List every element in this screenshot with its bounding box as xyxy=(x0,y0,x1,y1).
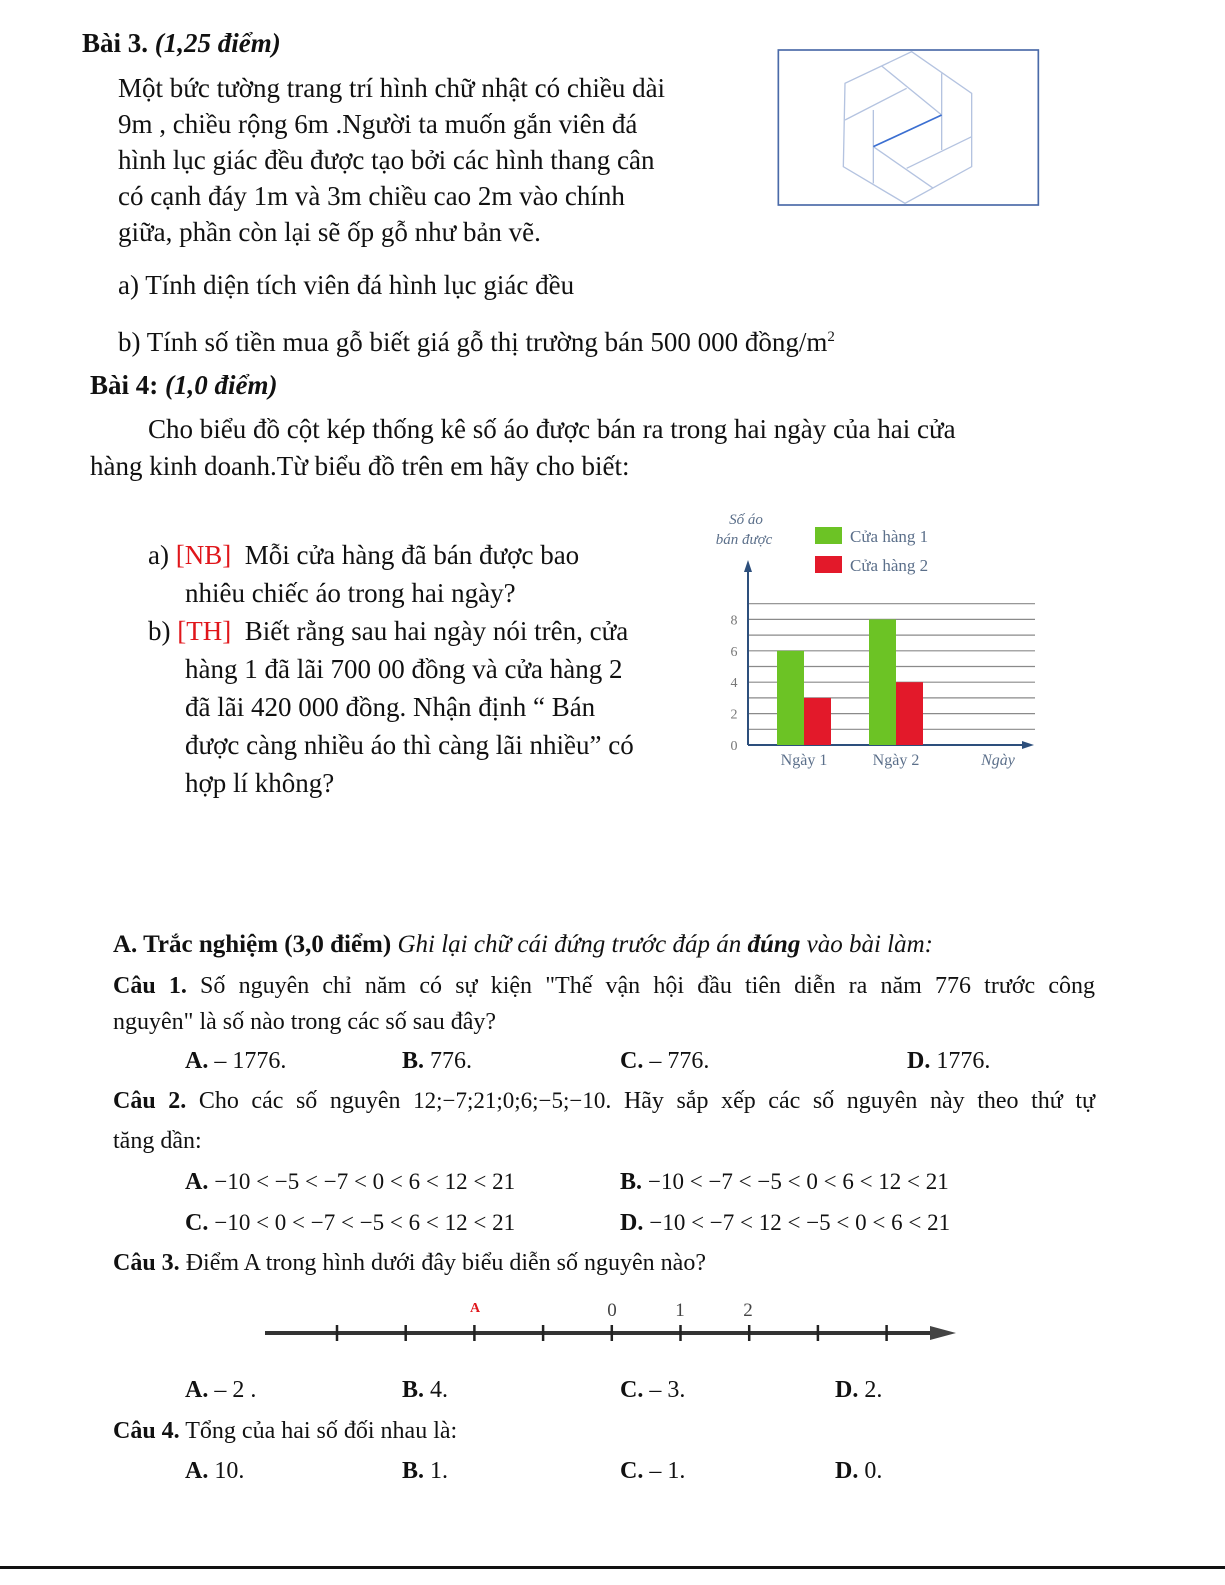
bai3-line: Một bức tường trang trí hình chữ nhật có chiều dài xyxy=(118,73,666,103)
option-text: – 2 . xyxy=(214,1377,257,1403)
q1-option-c[interactable] xyxy=(620,1046,709,1076)
bai3-line: 9m , chiều rộng 6m .Người ta muốn gắn viên đá xyxy=(118,109,638,139)
q4-line xyxy=(113,1416,457,1446)
text: Mỗi cửa hàng đã bán được bao xyxy=(244,540,580,570)
bai3-line: giữa, phần còn lại sẽ ốp gỗ như bản vẽ. xyxy=(118,217,541,247)
option-letter: B. xyxy=(402,1377,425,1403)
legend-swatch xyxy=(815,527,842,544)
q3-text: Điểm A trong hình dưới đây biểu diễn số nguyên nào? xyxy=(185,1250,706,1276)
option-text: −10 < −7 < 12 < −5 < 0 < 6 < 21 xyxy=(649,1210,951,1235)
option-letter: C. xyxy=(620,1458,644,1484)
level-tag: [NB] xyxy=(175,540,232,570)
q2-option-c[interactable] xyxy=(185,1208,515,1238)
bai3-question-a: a) Tính diện tích viên đá hình lục giác đều xyxy=(118,270,575,300)
q1-text: Số nguyên chỉ năm có sự kiện "Thế vận hội đầu tiên diễn ra năm 776 trước công xyxy=(200,973,1096,999)
q3-option-b[interactable] xyxy=(402,1375,448,1405)
text: Biết rằng sau hai ngày nói trên, cửa xyxy=(244,616,629,646)
mc-heading xyxy=(113,930,933,960)
bai4-line: nhiêu chiếc áo trong hai ngày? xyxy=(185,578,516,608)
bai3-line: hình lục giác đều được tạo bởi các hình thang cân xyxy=(118,145,655,175)
option-text: −10 < −5 < −7 < 0 < 6 < 12 < 21 xyxy=(214,1169,516,1194)
y-tick-label: 0 xyxy=(730,739,738,754)
double-bar-chart xyxy=(700,500,1040,780)
prefix: a) xyxy=(148,540,169,570)
bar-1-2 xyxy=(869,619,896,745)
option-letter: D. xyxy=(620,1210,644,1236)
hexagon-trapezoids xyxy=(843,52,971,204)
bai4-question-b xyxy=(148,616,628,646)
bai3-title: Bài 3. xyxy=(82,28,149,58)
q2-option-a[interactable] xyxy=(185,1167,515,1197)
option-letter: C. xyxy=(620,1377,644,1403)
option-letter: B. xyxy=(402,1048,425,1074)
mc-instruction-tail: vào bài làm: xyxy=(806,931,933,958)
q2-option-d[interactable] xyxy=(620,1208,950,1238)
bai4-line: được càng nhiều áo thì càng lãi nhiều” có xyxy=(185,730,634,760)
option-text: −10 < −7 < −5 < 0 < 6 < 12 < 21 xyxy=(648,1169,949,1194)
bai3-question-b xyxy=(118,322,835,357)
q1-line xyxy=(113,971,1095,1001)
q2-text: . Hãy sắp xếp các số nguyên này theo thứ tự xyxy=(605,1088,1096,1114)
q4-option-b[interactable] xyxy=(402,1456,448,1486)
option-text: 4. xyxy=(430,1377,449,1403)
option-letter: C. xyxy=(185,1210,209,1236)
y-tick-label: 4 xyxy=(730,676,738,692)
bar-1-1 xyxy=(777,651,804,745)
superscript: 2 xyxy=(827,329,835,345)
y-tick-label: 2 xyxy=(730,707,738,723)
option-text: 2. xyxy=(864,1377,883,1403)
q1-option-d[interactable] xyxy=(907,1046,990,1076)
bai3-heading xyxy=(82,28,281,58)
q2-label: Câu 2. xyxy=(113,1088,187,1114)
number-line xyxy=(250,1290,970,1350)
x-tick-label: Ngày 2 xyxy=(872,752,920,769)
option-letter: B. xyxy=(620,1169,643,1195)
y-axis-label: bán được xyxy=(715,532,773,548)
q2-option-b[interactable] xyxy=(620,1167,949,1197)
bai4-question-a xyxy=(148,540,579,570)
tick-label-0: 0 xyxy=(607,1300,617,1321)
bai4-title: Bài 4: xyxy=(90,370,159,400)
option-letter: D. xyxy=(835,1377,859,1403)
option-letter: B. xyxy=(402,1458,425,1484)
bai4-line: hợp lí không? xyxy=(185,768,335,798)
option-letter: D. xyxy=(907,1048,931,1074)
bai4-intro: hàng kinh doanh.Từ biểu đồ trên em hãy cho biết: xyxy=(90,451,630,481)
bai3-line: có cạnh đáy 1m và 3m chiều cao 2m vào chính xyxy=(118,181,625,211)
option-text: 1. xyxy=(430,1458,449,1484)
bai4-heading xyxy=(90,370,278,400)
option-text: 776. xyxy=(430,1048,473,1074)
option-text: – 3. xyxy=(649,1377,686,1403)
q3-label: Câu 3. xyxy=(113,1250,180,1276)
q2-numbers: 12;−7;21;0;6;−5;−10 xyxy=(413,1088,606,1113)
q4-label: Câu 4. xyxy=(113,1418,180,1444)
q3-option-d[interactable] xyxy=(835,1375,882,1405)
q2-line xyxy=(113,1086,1095,1116)
option-text: 1776. xyxy=(936,1048,991,1074)
y-tick-label: 6 xyxy=(730,644,738,660)
bar-2-2 xyxy=(896,682,923,745)
point-a-label: A xyxy=(469,1301,481,1316)
bai3-points: (1,25 điểm) xyxy=(154,28,281,58)
bai4-points: (1,0 điểm) xyxy=(165,370,278,400)
mc-heading-title: A. Trắc nghiệm (3,0 điểm) xyxy=(113,931,392,958)
x-axis-label: Ngày xyxy=(981,752,1015,769)
option-text: – 1. xyxy=(649,1458,686,1484)
q3-option-c[interactable] xyxy=(620,1375,685,1405)
x-axis-arrow-icon xyxy=(1022,741,1034,749)
y-tick-label: 8 xyxy=(730,613,738,629)
q3-line xyxy=(113,1248,706,1278)
q1-label: Câu 1. xyxy=(113,973,187,999)
q1-option-a[interactable] xyxy=(185,1046,286,1076)
option-text: 0. xyxy=(864,1458,883,1484)
mc-emphasis: đúng xyxy=(747,931,801,958)
option-text: −10 < 0 < −7 < −5 < 6 < 12 < 21 xyxy=(214,1210,516,1235)
option-letter: C. xyxy=(620,1048,644,1074)
prefix: b) xyxy=(148,616,171,646)
q2-line: tăng dần: xyxy=(113,1128,202,1154)
tick-label-2: 2 xyxy=(743,1300,753,1321)
option-text: 10. xyxy=(214,1458,245,1484)
q2-text: Cho các số nguyên xyxy=(198,1088,401,1114)
option-letter: A. xyxy=(185,1169,209,1195)
bai4-intro: Cho biểu đồ cột kép thống kê số áo được bán ra trong hai ngày của hai cửa xyxy=(148,414,956,444)
tick-label-1: 1 xyxy=(675,1300,685,1321)
option-letter: A. xyxy=(185,1377,209,1403)
bai4-line: đã lãi 420 000 đồng. Nhận định “ Bán xyxy=(185,692,596,722)
q3-option-a[interactable] xyxy=(185,1375,256,1405)
legend-label: Cửa hàng 2 xyxy=(850,556,929,575)
hexagon-wall-figure xyxy=(760,40,1040,210)
bai3-question-b-text: b) Tính số tiền mua gỗ biết giá gỗ thị trường bán 500 000 đồng/m xyxy=(118,327,828,357)
q4-option-d[interactable] xyxy=(835,1456,882,1486)
q1-option-b[interactable] xyxy=(402,1046,472,1076)
option-text: – 1776. xyxy=(214,1048,287,1074)
y-axis-label: Số áo xyxy=(729,512,763,528)
bai4-line: hàng 1 đã lãi 700 00 đồng và cửa hàng 2 xyxy=(185,654,623,684)
highlighted-edge xyxy=(873,115,941,147)
bar-2-1 xyxy=(804,698,831,745)
q4-text: Tổng của hai số đối nhau là: xyxy=(185,1418,458,1444)
option-text: – 776. xyxy=(649,1048,710,1074)
y-axis-arrow-icon xyxy=(744,560,752,572)
x-tick-label: Ngày 1 xyxy=(780,752,828,769)
q4-option-a[interactable] xyxy=(185,1456,244,1486)
option-letter: A. xyxy=(185,1458,209,1484)
level-tag: [TH] xyxy=(177,616,232,646)
q4-option-c[interactable] xyxy=(620,1456,685,1486)
q1-line: nguyên" là số nào trong các số sau đây? xyxy=(113,1009,497,1035)
option-letter: D. xyxy=(835,1458,859,1484)
legend-swatch xyxy=(815,556,842,573)
option-letter: A. xyxy=(185,1048,209,1074)
arrow-right-icon xyxy=(930,1326,956,1340)
page-bottom-border xyxy=(0,1566,1225,1569)
legend-label: Cửa hàng 1 xyxy=(850,527,929,546)
mc-instruction: Ghi lại chữ cái đứng trước đáp án xyxy=(397,931,742,958)
wall-rectangle xyxy=(778,50,1038,205)
